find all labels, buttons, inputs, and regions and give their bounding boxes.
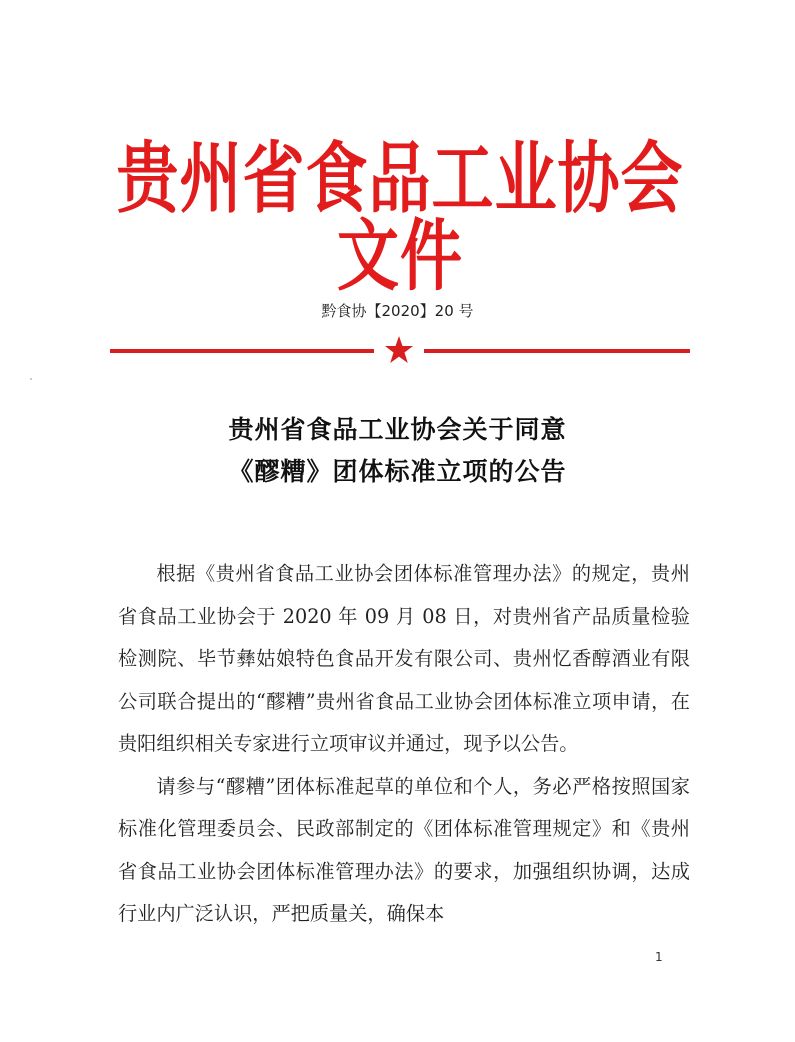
- red-rule-right: [424, 349, 690, 353]
- notice-title-line-2: 《醪糟》团体标准立项的公告: [228, 457, 567, 486]
- notice-title-line-1: 贵州省食品工业协会关于同意: [228, 415, 567, 444]
- notice-body: [118, 553, 690, 936]
- body-paragraph: 请参与“醪糟”团体标准起草的单位和个人，务必严格按照国家标准化管理委员会、民政部制定的《团体标准管理规定》和《贵州省食品工业协会团体标准管理办法》的要求，加强组织协调，达成行业内广泛认识，严把质量关，确保本: [118, 774, 690, 925]
- document-number: 黔食协【2020】20 号: [321, 302, 474, 320]
- red-rule-left: [110, 349, 374, 353]
- masthead-title: 贵州省食品工业协会文件: [116, 132, 684, 302]
- body-paragraph: 根据《贵州省食品工业协会团体标准管理办法》的规定，贵州省食品工业协会于 2020 年 09 月 08 日，对贵州省产品质量检验检测院、毕节彝姑娘特色食品开发有限公司、贵州忆香醇酒业有限公司联合提出的“醪糟”贵州省食品工业协会团体标准立项申请，在贵阳组织相关专家进行立项审议并通过，现予以公告。: [118, 562, 690, 755]
- page-number: 1: [655, 950, 663, 964]
- scan-speck: [30, 378, 32, 380]
- red-star-icon: [384, 335, 414, 365]
